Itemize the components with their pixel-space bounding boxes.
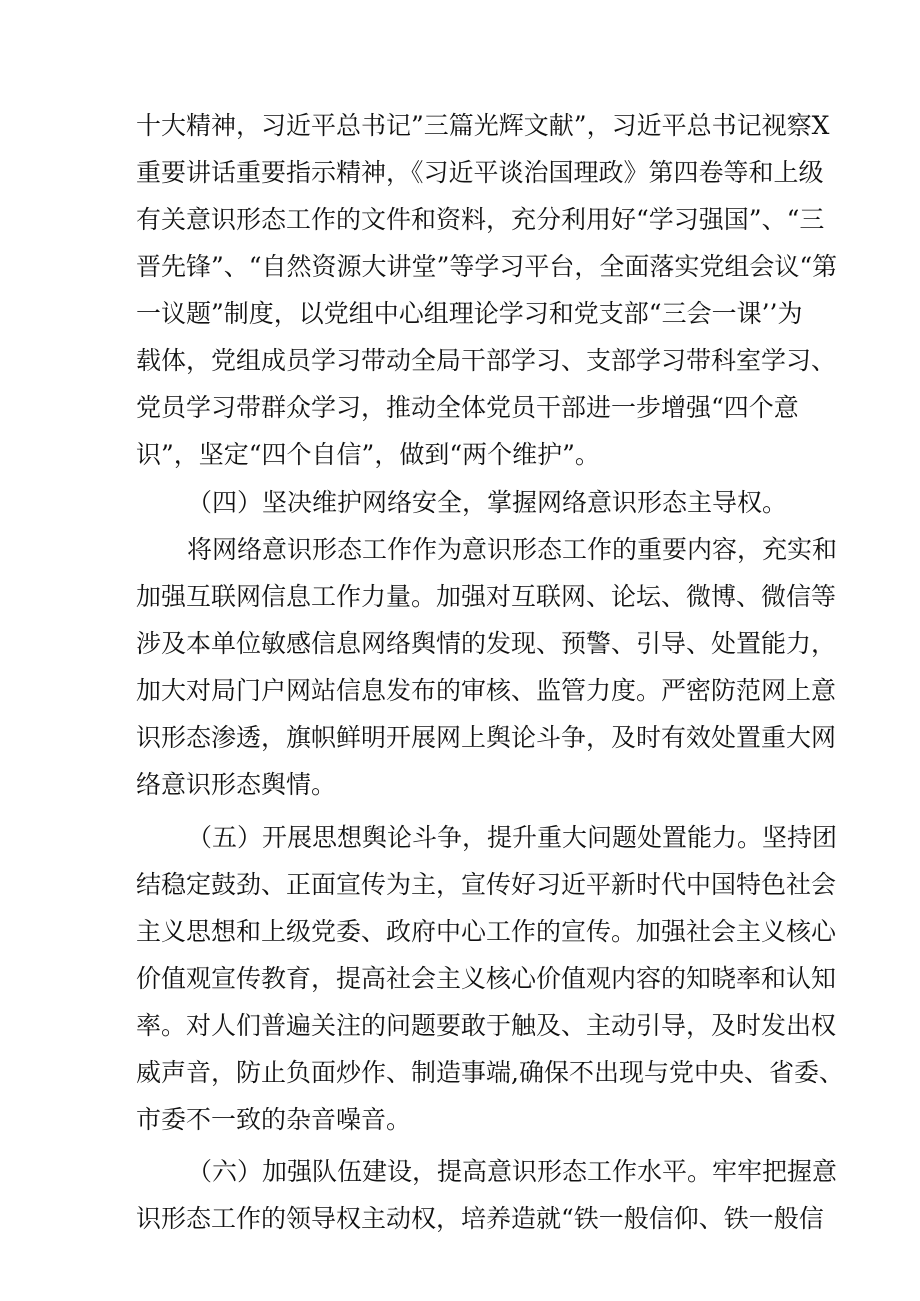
text-line: 价值观宣传教育，提高社会主义核心价值观内容的知晓率和认知 [136, 964, 837, 993]
text-line: 率。对人们普遍关注的问题要敢于触及、主动引导，及时发出权 [136, 1011, 837, 1040]
text-line: 一议题”制度，以党组中心组理论学习和党支部“三会一课’’为 [136, 299, 803, 328]
section-heading-4: （四）坚决维护网络安全，掌握网络意识形态主导权。 [187, 488, 788, 517]
text-line: 市委不一致的杂音噪音。 [136, 1105, 412, 1134]
text-line: 将网络意识形态工作作为意识形态工作的重要内容，充实和 [187, 535, 838, 564]
text-line: 识形态渗透，旗帜鲜明开展网上舆论斗争，及时有效处置重大网 [136, 723, 837, 752]
text-line: 威声音，防止负面炒作、制造事端,确保不出现与党中央、省委、 [136, 1058, 844, 1087]
text-line: 识形态工作的领导权主动权，培养造就“铁一般信仰、铁一般信 [136, 1204, 824, 1233]
section-heading-6: （六）加强队伍建设，提高意识形态工作水平。牢牢把握意 [187, 1157, 838, 1186]
section-heading-5: （五）开展思想舆论斗争，提升重大问题处置能力。坚持团 [187, 823, 838, 852]
text-line: 载体，党组成员学习带动全局干部学习、支部学习带科室学习、 [136, 346, 837, 375]
text-line: 识”，坚定“四个自信”，做到“两个维护”。 [136, 440, 600, 469]
text-line: 有关意识形态工作的文件和资料，充分利用好“学习强国”、“三 [136, 205, 825, 234]
text-line: 十大精神，习近平总书记”三篇光辉文献”，习近平总书记视察X [136, 111, 830, 140]
text-line: 主义思想和上级党委、政府中心工作的宣传。加强社会主义核心 [136, 917, 837, 946]
text-line: 涉及本单位敏感信息网络舆情的发现、预警、引导、处置能力， [136, 629, 837, 658]
text-line: 络意识形态舆情。 [136, 770, 337, 799]
text-line: 加强互联网信息工作力量。加强对互联网、论坛、微博、微信等 [136, 582, 837, 611]
text-line: 重要讲话重要指示精神，《习近平谈治国理政》第四卷等和上级 [136, 158, 824, 187]
text-line: 加大对局门户网站信息发布的审核、监管力度。严密防范网上意 [136, 676, 837, 705]
text-line: 晋先锋”、“自然资源大讲堂”等学习平台，全面落实党组会议“第 [136, 252, 838, 281]
text-line: 结稳定鼓劲、正面宣传为主，宣传好习近平新时代中国特色社会 [136, 870, 837, 899]
text-line: 党员学习带群众学习，推动全体党员干部进一步增强“四个意 [136, 393, 799, 422]
